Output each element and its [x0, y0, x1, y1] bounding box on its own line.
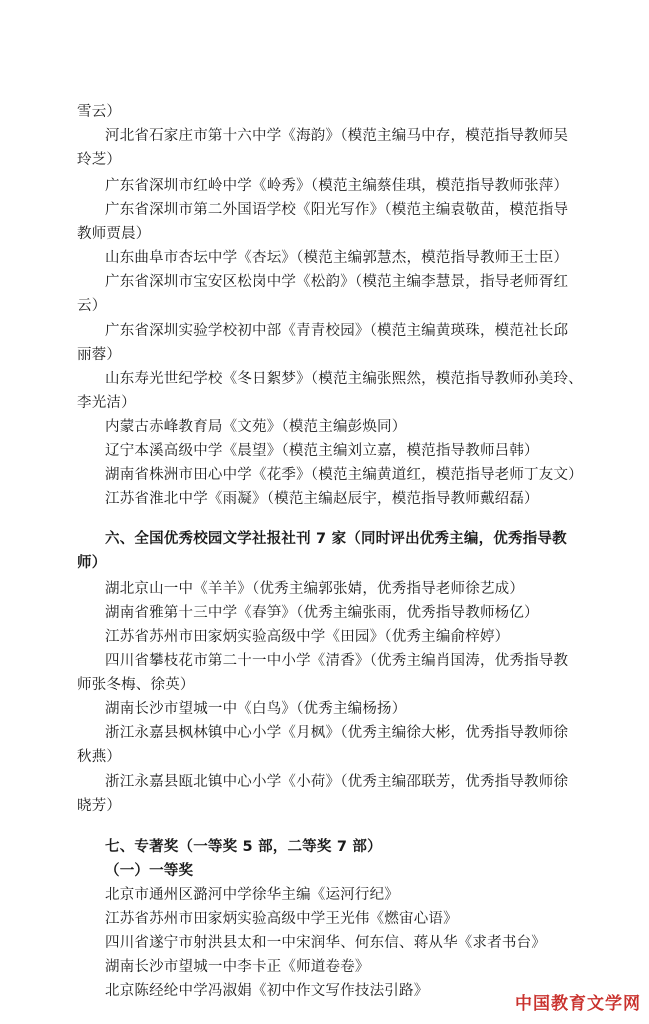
- text-line: 湖北京山一中《羊羊》（优秀主编郭张婧，优秀指导老师徐艺成）: [105, 581, 525, 597]
- text-line: 湖南长沙市望城一中《白鸟》（优秀主编杨扬）: [105, 701, 407, 717]
- text-line: 玲芝）: [77, 152, 122, 168]
- text-line: 四川省攀枝花市第二十一中小学《清香》（优秀主编肖国涛，优秀指导教: [105, 653, 569, 669]
- text-line: 河北省石家庄市第十六中学《海韵》（模范主编马中存，模范指导教师吴: [105, 128, 569, 144]
- subsection-heading: （一）一等奖: [105, 863, 194, 879]
- text-line: 广东省深圳市红岭中学《岭秀》（模范主编蔡佳琪，模范指导教师张萍）: [105, 178, 569, 194]
- text-line: 广东省深圳市第二外国语学校《阳光写作》（模范主编袁敬苗，模范指导: [105, 202, 569, 218]
- text-line: 雪云）: [77, 104, 122, 120]
- text-line: 江苏省淮北中学《雨凝》（模范主编赵辰宇，模范指导教师戴绍磊）: [105, 491, 539, 507]
- text-line: 湖南省株洲市田心中学《花季》（模范主编黄道红，模范指导老师丁友文）: [105, 467, 583, 483]
- text-line: 湖南长沙市望城一中李卡正《师道卷卷》: [105, 959, 370, 975]
- text-line: 云）: [77, 298, 107, 314]
- text-line: 北京陈经纶中学冯淑娟《初中作文写作技法引路》: [105, 983, 429, 999]
- text-line: 广东省深圳实验学校初中部《青青校园》（模范主编黄瑛珠，模范社长邱: [105, 323, 569, 339]
- section-heading: 七、专著奖（一等奖 5 部，二等奖 7 部）: [105, 839, 382, 855]
- text-line: 四川省遂宁市射洪县太和一中宋润华、何东信、蒋从华《求者书台》: [105, 935, 546, 951]
- text-line: 广东省深圳市宝安区松岗中学《松韵》（模范主编李慧景，指导老师胥红: [105, 274, 569, 290]
- text-line: 辽宁本溪高级中学《晨望》（模范主编刘立嘉，模范指导教师吕韩）: [105, 443, 539, 459]
- text-line: 内蒙古赤峰教育局《文苑》（模范主编彭焕同）: [105, 419, 407, 435]
- text-line: 北京市通州区潞河中学徐华主编《运河行纪》: [105, 887, 399, 903]
- text-line: 湖南省雅第十三中学《春笋》（优秀主编张雨，优秀指导教师杨亿）: [105, 605, 539, 621]
- text-line: 秋燕）: [77, 749, 122, 765]
- text-line: 晓芳）: [77, 798, 122, 814]
- section-heading: 六、全国优秀校园文学社报社刊 7 家（同时评出优秀主编，优秀指导教: [105, 531, 567, 547]
- text-line: 浙江永嘉县枫林镇中心小学《月枫》（优秀主编徐大彬，优秀指导教师徐: [105, 725, 569, 741]
- text-line: 山东曲阜市杏坛中学《杏坛》（模范主编郭慧杰，模范指导教师王士臣）: [105, 250, 569, 266]
- text-line: 丽蓉）: [77, 347, 122, 363]
- text-line: 江苏省苏州市田家炳实验高级中学《田园》（优秀主编俞梓婷）: [105, 629, 510, 645]
- site-watermark: 中国教育文学网: [515, 994, 641, 1014]
- section-heading: 师）: [77, 555, 107, 571]
- text-line: 李光洁）: [77, 395, 136, 411]
- text-line: 师张冬梅、徐英）: [77, 677, 195, 693]
- text-line: 浙江永嘉县瓯北镇中心小学《小荷》（优秀主编邵联芳，优秀指导教师徐: [105, 774, 569, 790]
- text-line: 教师贾晨）: [77, 226, 151, 242]
- text-line: 山东寿光世纪学校《冬日絮梦》（模范主编张熙然，模范指导教师孙美玲、: [105, 371, 583, 387]
- text-line: 江苏省苏州市田家炳实验高级中学王光伟《燃宙心语》: [105, 911, 458, 927]
